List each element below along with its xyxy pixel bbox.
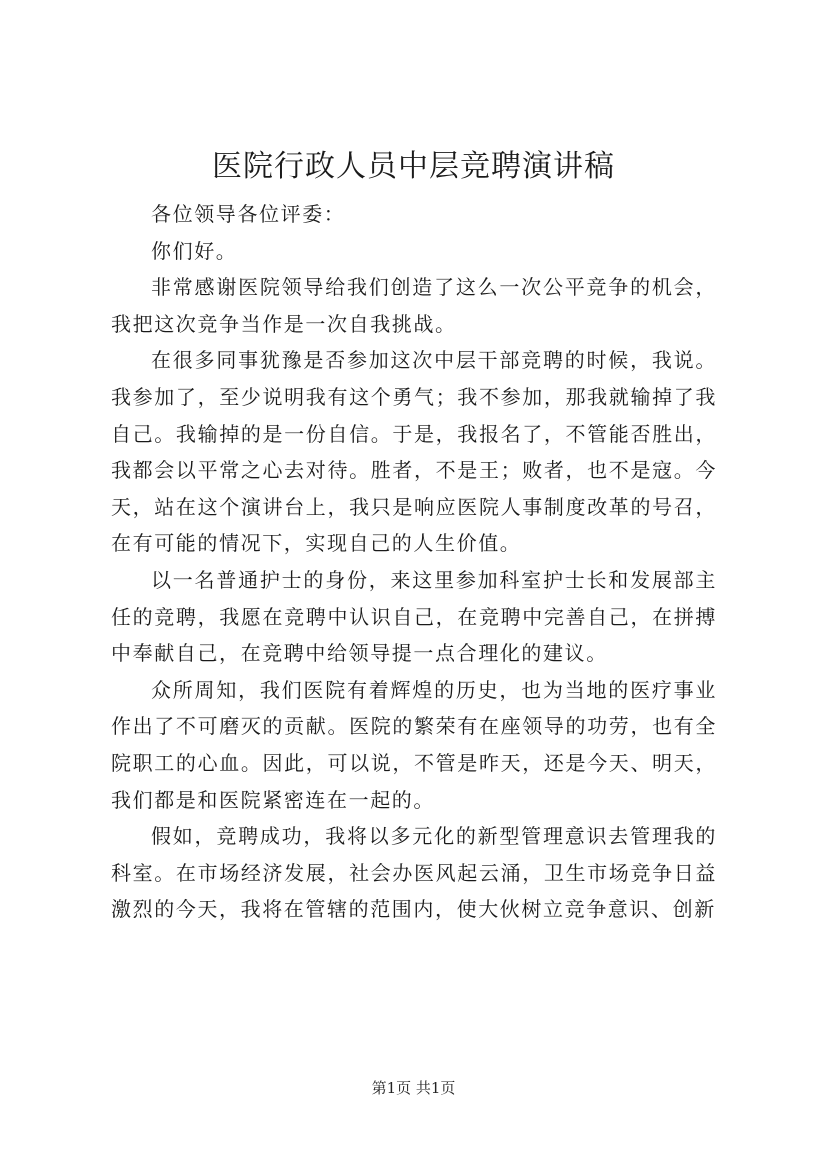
paragraph: 假如，竞聘成功，我将以多元化的新型管理意识去管理我的科室。在市场经济发展，社会办医风起云涌，卫生市场竞争日益激烈的今天，我将在管辖的范围内，使大伙树立竞争意识、创新 (111, 824, 717, 922)
paragraph: 众所周知，我们医院有着辉煌的历史，也为当地的医疗事业作出了不可磨灭的贡献。医院的繁荣有在座领导的功劳，也有全院职工的心血。因此，可以说，不管是昨天，还是今天、明天，我们都是和医院紧密连在一起的。 (111, 677, 717, 812)
paragraph: 在很多同事犹豫是否参加这次中层干部竞聘的时候，我说。我参加了，至少说明我有这个勇气；我不参加，那我就输掉了我自己。我输掉的是一份自信。于是，我报名了，不管能否胜出，我都会以平常之心去对待。胜者，不是王；败者，也不是寇。今天，站在这个演讲台上，我只是响应医院人事制度改革的号召，在有可能的情况下，实现自己的人生价值。 (111, 348, 717, 556)
paragraph: 以一名普通护士的身份，来这里参加科室护士长和发展部主任的竞聘，我愿在竞聘中认识自己，在竞聘中完善自己，在拼搏中奉献自己，在竞聘中给领导提一点合理化的建议。 (111, 567, 717, 666)
paragraph: 你们好。 (151, 238, 238, 263)
document-title: 医院行政人员中层竞聘演讲稿 (212, 149, 615, 184)
paragraph: 各位领导各位评委： (151, 202, 346, 226)
paragraph: 非常感谢医院领导给我们创造了这么一次公平竞争的机会，我把这次竞争当作是一次自我挑战。 (111, 275, 717, 336)
page-footer: 第1页 共1页 (371, 1079, 456, 1097)
document-body (111, 196, 717, 928)
